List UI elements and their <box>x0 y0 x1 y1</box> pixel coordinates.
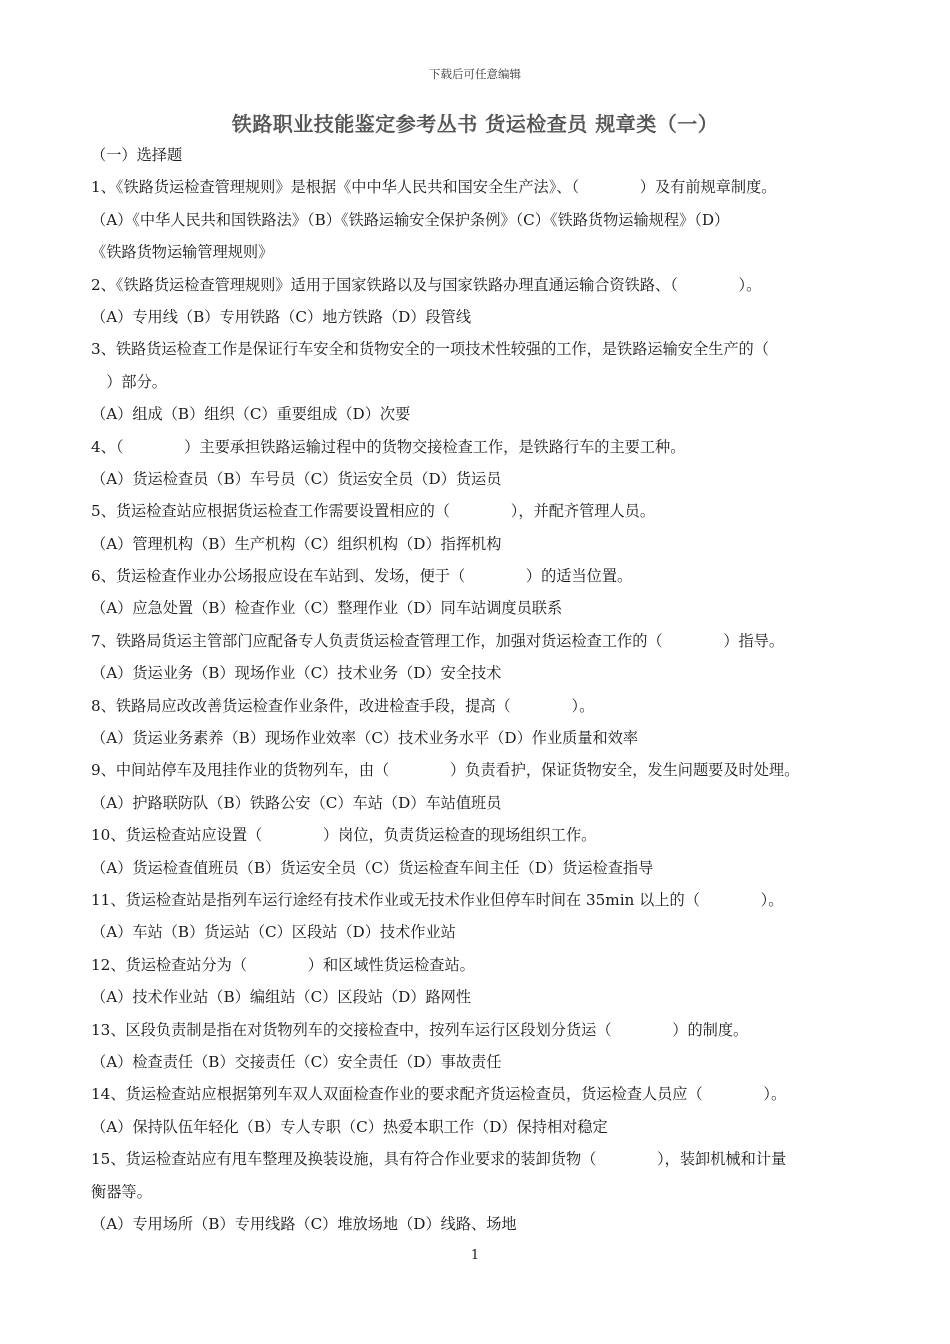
text-line: 2、《铁路货运检查管理规则》适用于国家铁路以及与国家铁路办理直通运输合资铁路、（ ）。 <box>91 275 762 294</box>
text-line: （A）保持队伍年轻化（B）专人专职（C）热爱本职工作（D）保持相对稳定 <box>91 1117 608 1136</box>
text-line: （A）货运检查员（B）车号员（C）货运安全员（D）货运员 <box>91 469 502 488</box>
text-line: （A）护路联防队（B）铁路公安（C）车站（D）车站值班员 <box>91 793 502 812</box>
page-number: 1 <box>470 1248 480 1263</box>
text-line: ）部分。 <box>91 372 167 391</box>
text-line: （A）组成（B）组织（C）重要组成（D）次要 <box>91 405 411 424</box>
header-note: 下载后可任意编辑 <box>429 67 521 81</box>
text-line: 13、区段负责制是指在对货物列车的交接检查中，按列车运行区段划分货运（ ）的制度。 <box>91 1020 749 1039</box>
text-line: 4、（ ）主要承担铁路运输过程中的货物交接检查工作，是铁路行车的主要工种。 <box>91 437 686 456</box>
text-line: 11、货运检查站是指列车运行途经有技术作业或无技术作业但停车时间在 35min 以上的（ ）。 <box>91 890 784 909</box>
text-line: 6、货运检查作业办公场报应设在车站到、发场，便于（ ）的适当位置。 <box>91 567 633 586</box>
text-line: 7、铁路局货运主管部门应配备专人负责货运检查管理工作，加强对货运检查工作的（ ）指导。 <box>91 631 785 650</box>
text-line: 15、货运检查站应有甩车整理及换装设施，具有符合作业要求的装卸货物（ ），装卸机械和计量 <box>91 1150 787 1169</box>
text-line: （A）《中华人民共和国铁路法》（B）《铁路运输安全保护条例》（C）《铁路货物运输规程》（D） <box>91 210 730 229</box>
text-line: 9、中间站停车及甩挂作业的货物列车，由（ ）负责看护，保证货物安全，发生问题要及时处理。 <box>91 761 800 780</box>
text-line: （A）货运业务素养（B）现场作业效率（C）技术业务水平（D）作业质量和效率 <box>91 729 639 748</box>
text-line: 10、货运检查站应设置（ ）岗位，负责货运检查的现场组织工作。 <box>91 826 597 845</box>
text-line: （A）管理机构（B）生产机构（C）组织机构（D）指挥机构 <box>91 534 502 553</box>
text-line: （A）检查责任（B）交接责任（C）安全责任（D）事故责任 <box>91 1052 502 1071</box>
text-line: （A）专用场所（B）专用线路（C）堆放场地（D）线路、场地 <box>91 1214 517 1233</box>
text-line: （A）专用线（B）专用铁路（C）地方铁路（D）段管线 <box>91 307 472 326</box>
text-line: （A）技术作业站（B）编组站（C）区段站（D）路网性 <box>91 988 472 1007</box>
text-line: 衡器等。 <box>91 1182 152 1201</box>
document-body <box>91 139 866 1240</box>
text-line: （A）车站（B）货运站（C）区段站（D）技术作业站 <box>91 923 456 942</box>
text-line: 3、铁路货运检查工作是保证行车安全和货物安全的一项技术性较强的工作，是铁路运输安全生产的（ <box>91 340 769 359</box>
text-line: 5、货运检查站应根据货运检查工作需要设置相应的（ ），并配齐管理人员。 <box>91 502 656 521</box>
text-line: 12、货运检查站分为（ ）和区域性货运检查站。 <box>91 955 475 974</box>
text-line: 《铁路货物运输管理规则》 <box>91 243 274 262</box>
section-heading: （一）选择题 <box>91 146 183 164</box>
text-line: （A）应急处置（B）检查作业（C）整理作业（D）同车站调度员联系 <box>91 599 563 618</box>
text-line: 14、货运检查站应根据第列车双人双面检查作业的要求配齐货运检查员，货运检查人员应（ ）。 <box>91 1085 787 1104</box>
text-line: （A）货运检查值班员（B）货运安全员（C）货运检查车间主任（D）货运检查指导 <box>91 858 654 877</box>
text-line: （A）货运业务（B）现场作业（C）技术业务（D）安全技术 <box>91 664 502 683</box>
text-line: 1、《铁路货运检查管理规则》是根据《中中华人民共和国安全生产法》、（ ）及有前规章制度。 <box>91 178 777 197</box>
text-line: 8、铁路局应改改善货运检查作业条件，改进检查手段，提高（ ）。 <box>91 696 595 715</box>
document-title: 铁路职业技能鉴定参考丛书 货运检查员 规章类（一） <box>231 112 719 136</box>
